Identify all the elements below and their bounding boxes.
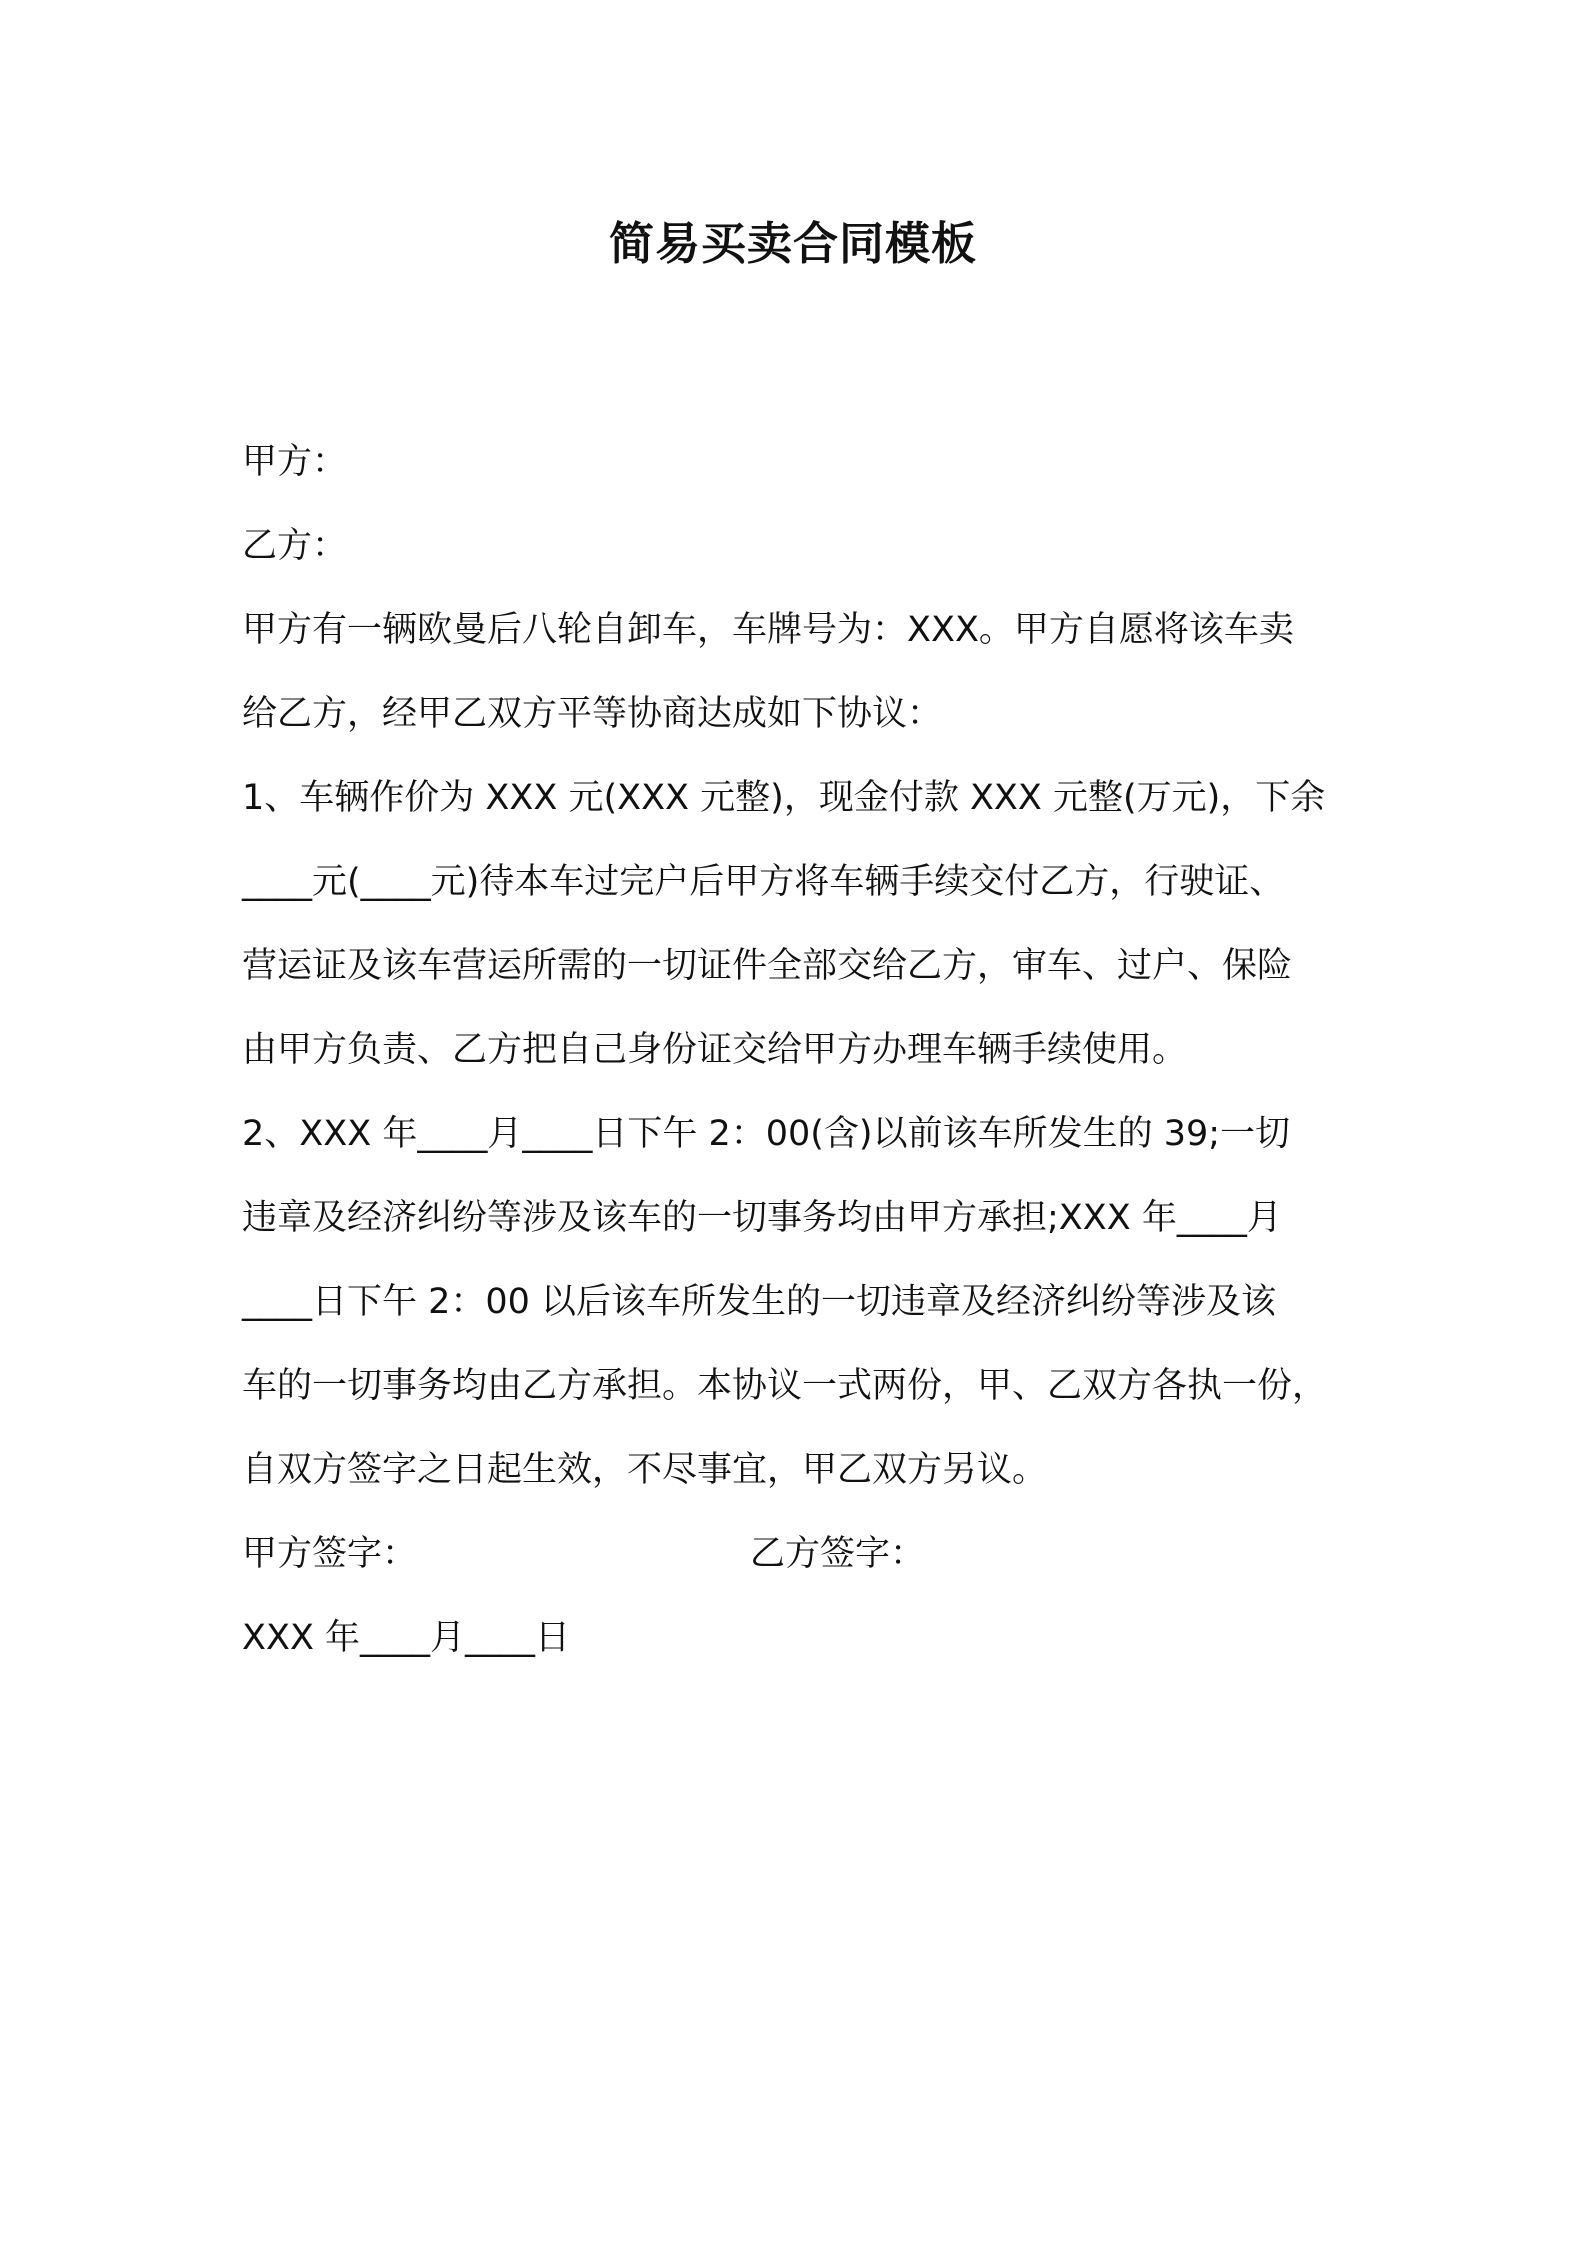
party-b-signature-label: 乙方签字： xyxy=(750,1534,926,1574)
clause-1-line: ____元(____元)待本车过完户后甲方将车辆手续交付乙方，行驶证、 xyxy=(242,862,1285,902)
party-a-signature-label: 甲方签字： xyxy=(242,1534,418,1574)
contract-body xyxy=(242,420,1362,1512)
clause-1-line: 由甲方负责、乙方把自己身份证交给甲方办理车辆手续使用。 xyxy=(242,1030,1188,1070)
clause-2-line: 自双方签字之日起生效，不尽事宜，甲乙双方另议。 xyxy=(242,1450,1048,1490)
party-a-line: 甲方： xyxy=(242,442,348,482)
clause-2-line: 2、XXX 年____月____日下午 2：00(含)以前该车所发生的 39;一切 xyxy=(242,1114,1291,1154)
clause-2-line: 违章及经济纠纷等涉及该车的一切事务均由甲方承担;XXX 年____月 xyxy=(242,1198,1282,1238)
clause-2-line: ____日下午 2：00 以后该车所发生的一切违章及经济纠纷等涉及该 xyxy=(242,1282,1277,1322)
clause-2-line: 车的一切事务均由乙方承担。本协议一式两份，甲、乙双方各执一份， xyxy=(242,1366,1328,1406)
clause-1-line: 营运证及该车营运所需的一切证件全部交给乙方，审车、过户、保险 xyxy=(242,946,1293,986)
date-row xyxy=(242,1596,1362,1680)
paragraph-line: 给乙方，经甲乙双方平等协商达成如下协议： xyxy=(242,694,943,734)
party-b-line: 乙方： xyxy=(242,526,348,566)
document-title: 简易买卖合同模板 xyxy=(608,217,977,270)
clause-1-line: 1、车辆作价为 XXX 元(XXX 元整)，现金付款 XXX 元整(万元)，下余 xyxy=(242,778,1326,818)
signature-row xyxy=(242,1512,1362,1596)
paragraph-line: 甲方有一辆欧曼后八轮自卸车，车牌号为：XXX。甲方自愿将该车卖 xyxy=(242,610,1294,650)
date-line: XXX 年____月____日 xyxy=(242,1618,571,1658)
